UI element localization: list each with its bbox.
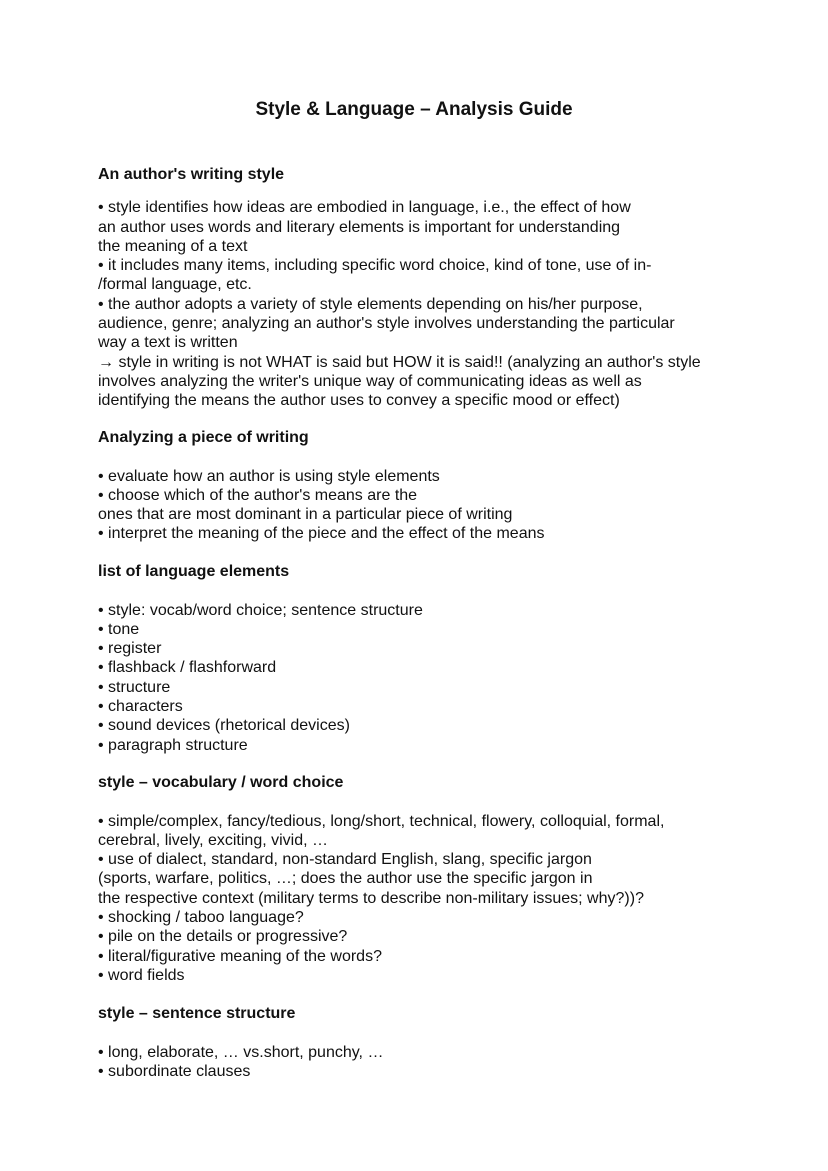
- text-line: • word fields: [98, 966, 185, 984]
- text-line: → style in writing is not WHAT is said but HOW it is said!! (analyzing an author's style: [98, 353, 701, 371]
- text-line: • interpret the meaning of the piece and the effect of the means: [98, 525, 545, 543]
- text-line: • subordinate clauses: [98, 1062, 251, 1080]
- text-line: • long, elaborate, … vs.short, punchy, …: [98, 1043, 384, 1061]
- text-line: identifying the means the author uses to convey a specific mood or effect): [98, 392, 620, 410]
- text-line: • style identifies how ideas are embodied in language, i.e., the effect of how: [98, 199, 631, 217]
- text-line: way a text is written: [98, 334, 238, 352]
- text-line: • sound devices (rhetorical devices): [98, 717, 350, 735]
- text-line: • use of dialect, standard, non-standard English, slang, specific jargon: [98, 851, 592, 869]
- section: [98, 428, 544, 544]
- text-line: the meaning of a text: [98, 237, 248, 255]
- text-line: • characters: [98, 698, 183, 716]
- text-line: /formal language, etc.: [98, 276, 252, 294]
- text-line: • evaluate how an author is using style elements: [98, 467, 440, 485]
- section-heading: An author's writing style: [98, 166, 285, 183]
- text-line: ones that are most dominant in a particular piece of writing: [98, 506, 513, 524]
- text-line: • flashback / flashforward: [98, 659, 277, 677]
- section: [98, 773, 664, 985]
- text-line: • shocking / taboo language?: [98, 909, 304, 927]
- text-line: involves analyzing the writer's unique way of communicating ideas as well as: [98, 372, 642, 390]
- text-line: an author uses words and literary elements is important for understanding: [98, 218, 621, 236]
- section: [98, 562, 423, 755]
- text-line: the respective context (military terms to describe non-military issues; why?))?: [98, 889, 644, 907]
- text-line: • simple/complex, fancy/tedious, long/short, technical, flowery, colloquial, formal,: [98, 812, 665, 830]
- text-line: cerebral, lively, exciting, vivid, …: [98, 831, 328, 849]
- text-line: • register: [98, 640, 162, 658]
- section: [98, 1004, 383, 1081]
- text-line: • choose which of the author's means are the: [98, 486, 418, 504]
- text-line: • style: vocab/word choice; sentence structure: [98, 601, 423, 619]
- text-line: audience, genre; analyzing an author's style involves understanding the particular: [98, 315, 675, 333]
- text-line: • it includes many items, including specific word choice, kind of tone, use of in-: [98, 257, 652, 275]
- document-title: Style & Language – Analysis Guide: [255, 99, 573, 120]
- text-line: • structure: [98, 678, 171, 696]
- text-line: • pile on the details or progressive?: [98, 928, 348, 946]
- section-heading: style – vocabulary / word choice: [98, 774, 344, 791]
- section-heading: style – sentence structure: [98, 1005, 296, 1022]
- text-line: • literal/figurative meaning of the words?: [98, 947, 382, 965]
- text-line: • tone: [98, 620, 140, 638]
- section-heading: list of language elements: [98, 563, 290, 580]
- section-heading: Analyzing a piece of writing: [98, 429, 309, 446]
- text-line: • paragraph structure: [98, 736, 248, 754]
- text-line: • the author adopts a variety of style elements depending on his/her purpose,: [98, 295, 643, 313]
- text-line: (sports, warfare, politics, …; does the author use the specific jargon in: [98, 870, 593, 888]
- section: [98, 165, 701, 411]
